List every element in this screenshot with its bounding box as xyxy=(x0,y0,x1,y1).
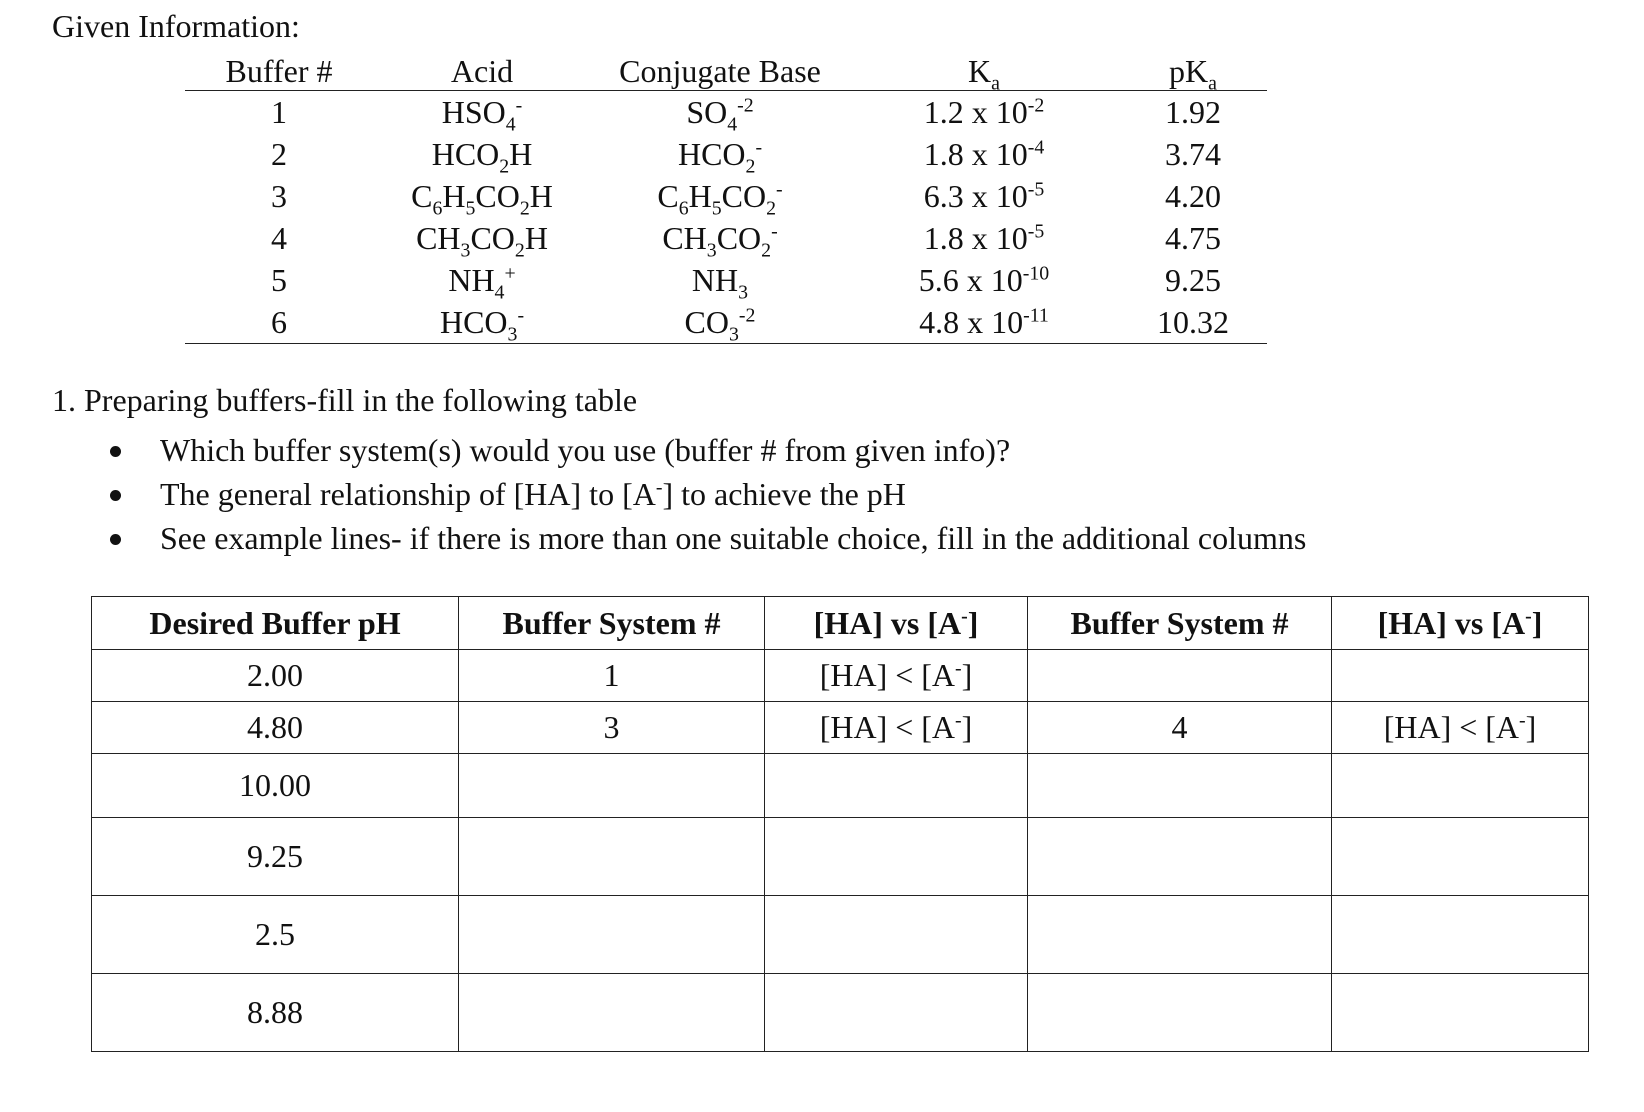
relation-text: ] xyxy=(961,709,973,745)
given-table-header-row xyxy=(185,50,1267,91)
ka-sup: -4 xyxy=(1027,136,1045,159)
ka-value xyxy=(849,301,1119,344)
desired-ph-cell: 8.88 xyxy=(92,974,459,1052)
desired-ph-cell: 10.00 xyxy=(92,754,459,818)
buffer-system-cell-1[interactable] xyxy=(459,974,765,1052)
buffer-preparation-table xyxy=(91,596,1589,1052)
relation-sup: - xyxy=(955,657,962,680)
relation-sup: - xyxy=(1519,709,1526,732)
instruction-text: ] to achieve the pH xyxy=(662,476,906,512)
base-sub: 4 xyxy=(727,113,738,136)
base-sub: 6 xyxy=(678,197,689,220)
base-sub: 2 xyxy=(766,197,777,220)
instruction-item xyxy=(100,472,1306,516)
conjugate-base-formula xyxy=(591,133,849,178)
header-buffer-system-2 xyxy=(1028,597,1332,650)
acid-text: H xyxy=(442,178,466,214)
header-ka-sub: a xyxy=(991,72,1000,95)
ka-sup: -10 xyxy=(1022,262,1050,285)
header-buffer-system-1 xyxy=(459,597,765,650)
header-ka-main: K xyxy=(968,53,992,89)
header-ka xyxy=(849,50,1119,95)
given-table-row xyxy=(185,175,1267,217)
given-information-table xyxy=(185,50,1267,344)
bullet-dot-icon xyxy=(110,446,121,457)
acid-sub: 4 xyxy=(494,281,505,304)
pka-value: 3.74 xyxy=(1165,136,1221,172)
buffer-system-cell-2[interactable] xyxy=(1028,974,1332,1052)
desired-ph-cell: 9.25 xyxy=(92,818,459,896)
buffer-number: 2 xyxy=(271,136,287,172)
base-sub: 2 xyxy=(761,239,772,262)
acid-formula xyxy=(373,259,591,304)
ka-sup: -5 xyxy=(1027,220,1045,243)
given-table-row xyxy=(185,259,1267,301)
relation-cell-2[interactable] xyxy=(1332,896,1589,974)
relation-cell-2[interactable] xyxy=(1332,818,1589,896)
relation-text: ] xyxy=(1525,709,1537,745)
instruction-text: Which buffer system(s) would you use (buffer # from given info)? xyxy=(160,432,1011,468)
base-sup: - xyxy=(776,178,783,201)
header-text: ] xyxy=(967,604,979,641)
buffer-system-cell-1[interactable] xyxy=(459,896,765,974)
pka-value: 1.92 xyxy=(1165,94,1221,130)
acid-sub: 3 xyxy=(507,323,518,346)
base-text: CO xyxy=(684,304,729,340)
relation-text: [HA] < [A xyxy=(1383,709,1520,745)
acid-sub: 3 xyxy=(460,239,471,262)
acid-text: H xyxy=(524,220,548,256)
conjugate-base-formula xyxy=(591,91,849,134)
header-sup: - xyxy=(961,604,968,627)
base-text: C xyxy=(657,178,679,214)
buffer-system-cell-1[interactable]: 3 xyxy=(459,702,765,754)
pka-value: 10.32 xyxy=(1119,301,1267,344)
prep-table-row xyxy=(92,650,1589,702)
base-sub: 3 xyxy=(738,281,749,304)
relation-cell-1[interactable] xyxy=(765,702,1028,754)
conjugate-base-formula xyxy=(591,175,849,220)
ka-value xyxy=(849,133,1119,175)
given-table-row xyxy=(185,133,1267,175)
ka-text: 5.6 x 10 xyxy=(918,262,1023,298)
buffer-system-cell-2[interactable] xyxy=(1028,818,1332,896)
acid-formula xyxy=(373,301,591,344)
header-text: Desired Buffer pH xyxy=(149,604,401,641)
ka-text: 1.8 x 10 xyxy=(923,220,1028,256)
desired-ph-cell: 2.00 xyxy=(92,650,459,702)
desired-ph-cell: 4.80 xyxy=(92,702,459,754)
buffer-system-cell-2[interactable] xyxy=(1028,896,1332,974)
header-pka-main: pK xyxy=(1169,53,1209,89)
buffer-system-cell-2[interactable] xyxy=(1028,754,1332,818)
acid-text: CH xyxy=(416,220,461,256)
relation-cell-2[interactable] xyxy=(1332,650,1589,702)
header-pka-sub: a xyxy=(1208,72,1217,95)
conjugate-base-formula xyxy=(591,301,849,344)
instruction-item xyxy=(100,428,1306,472)
base-sup: -2 xyxy=(737,94,754,117)
header-desired-ph xyxy=(92,597,459,650)
ka-sup: -5 xyxy=(1027,178,1045,201)
acid-sub: 5 xyxy=(465,197,476,220)
acid-text: C xyxy=(411,178,433,214)
relation-cell-2[interactable] xyxy=(1332,754,1589,818)
header-text: [HA] vs [A xyxy=(1377,604,1526,641)
prep-table-row xyxy=(92,754,1589,818)
pka-value: 4.20 xyxy=(1165,178,1221,214)
ka-text: 1.8 x 10 xyxy=(923,136,1028,172)
header-acid: Acid xyxy=(373,50,591,91)
given-information-heading: Given Information: xyxy=(52,8,300,44)
buffer-system-cell-1[interactable] xyxy=(459,818,765,896)
acid-text: HCO xyxy=(439,304,508,340)
acid-text: CO xyxy=(475,178,520,214)
base-text: CO xyxy=(721,178,767,214)
base-sub: 5 xyxy=(711,197,722,220)
ka-text: 4.8 x 10 xyxy=(919,304,1024,340)
base-sup: - xyxy=(755,136,763,159)
ka-sup: -11 xyxy=(1023,304,1049,327)
base-sub: 3 xyxy=(706,239,717,262)
base-sup: - xyxy=(771,220,778,243)
given-table-row xyxy=(185,301,1267,344)
acid-sub: 4 xyxy=(505,113,516,136)
acid-formula xyxy=(373,91,591,134)
prep-table-row xyxy=(92,818,1589,896)
buffer-number: 3 xyxy=(271,178,287,214)
instruction-list xyxy=(100,428,1306,560)
ka-value xyxy=(849,91,1119,134)
base-text: H xyxy=(688,178,712,214)
ka-value xyxy=(849,259,1119,301)
header-ha-vs-a-1 xyxy=(765,597,1028,650)
base-text: CH xyxy=(662,220,707,256)
buffer-system-cell-2[interactable]: 4 xyxy=(1028,702,1332,754)
acid-sub: 6 xyxy=(432,197,443,220)
relation-cell-2[interactable] xyxy=(1332,702,1589,754)
buffer-system-cell-1[interactable]: 1 xyxy=(459,650,765,702)
acid-text: CO xyxy=(470,220,515,256)
header-text: Buffer System # xyxy=(1070,604,1289,641)
base-text: NH xyxy=(691,262,739,298)
acid-sub: 2 xyxy=(514,239,525,262)
relation-text: ] xyxy=(961,657,973,693)
instruction-text: The general relationship of [HA] to [A xyxy=(160,476,656,512)
buffer-number: 4 xyxy=(271,220,287,256)
buffer-number: 1 xyxy=(271,94,287,130)
instruction-text: See example lines- if there is more than one suitable choice, fill in the additional columns xyxy=(160,520,1307,556)
base-sub: 3 xyxy=(729,323,739,346)
pka-value: 9.25 xyxy=(1165,262,1221,298)
ka-sup: -2 xyxy=(1027,94,1045,117)
relation-sup: - xyxy=(955,709,962,732)
instruction-item xyxy=(100,516,1306,560)
header-conjugate-base: Conjugate Base xyxy=(591,50,849,91)
prep-table-row xyxy=(92,974,1589,1052)
relation-cell-1[interactable] xyxy=(765,754,1028,818)
buffer-number: 6 xyxy=(185,301,373,344)
buffer-number: 5 xyxy=(271,262,287,298)
acid-text: HSO xyxy=(441,94,506,130)
instruction-sup: - xyxy=(655,476,663,499)
relation-cell-1[interactable] xyxy=(765,818,1028,896)
header-buffer-number: Buffer # xyxy=(185,50,373,91)
relation-cell-1[interactable] xyxy=(765,974,1028,1052)
acid-formula xyxy=(373,133,591,178)
given-table-row xyxy=(185,217,1267,259)
conjugate-base-formula xyxy=(591,259,849,304)
header-ha-vs-a-2 xyxy=(1332,597,1589,650)
acid-text: HCO xyxy=(431,136,500,172)
buffer-system-cell-2[interactable] xyxy=(1028,650,1332,702)
question-title: 1. Preparing buffers-fill in the following table xyxy=(52,382,638,418)
header-sup: - xyxy=(1525,604,1532,627)
acid-formula xyxy=(373,217,591,262)
acid-sup: - xyxy=(515,94,523,117)
acid-sub: 2 xyxy=(519,197,530,220)
ka-text: 6.3 x 10 xyxy=(923,178,1028,214)
relation-text: [HA] < [A xyxy=(819,709,956,745)
ka-value xyxy=(849,217,1119,259)
header-text: [HA] vs [A xyxy=(813,604,962,641)
ka-value xyxy=(849,175,1119,217)
base-text: CO xyxy=(716,220,762,256)
bullet-dot-icon xyxy=(110,534,121,545)
given-table-body xyxy=(185,91,1267,344)
header-text: ] xyxy=(1531,604,1543,641)
ka-text: 1.2 x 10 xyxy=(923,94,1028,130)
header-pka xyxy=(1119,50,1267,95)
acid-text: H xyxy=(529,178,553,214)
prep-table-header-row xyxy=(92,597,1589,650)
bullet-dot-icon xyxy=(110,490,121,501)
pka-value: 4.75 xyxy=(1165,220,1221,256)
acid-text: NH xyxy=(448,262,495,298)
relation-cell-1[interactable] xyxy=(765,896,1028,974)
acid-text: H xyxy=(509,136,533,172)
given-table-row xyxy=(185,91,1267,134)
relation-cell-1[interactable] xyxy=(765,650,1028,702)
prep-table-row xyxy=(92,896,1589,974)
base-text: SO xyxy=(686,94,728,130)
base-sup: -2 xyxy=(738,304,756,327)
desired-ph-cell: 2.5 xyxy=(92,896,459,974)
conjugate-base-formula xyxy=(591,217,849,262)
base-sub: 2 xyxy=(745,155,756,178)
buffer-system-cell-1[interactable] xyxy=(459,754,765,818)
prep-table-body xyxy=(92,650,1589,1052)
header-text: Buffer System # xyxy=(502,604,721,641)
acid-sup: - xyxy=(517,304,525,327)
acid-sup: + xyxy=(504,262,516,285)
acid-sub: 2 xyxy=(499,155,510,178)
relation-text: [HA] < [A xyxy=(819,657,956,693)
base-text: HCO xyxy=(677,136,746,172)
acid-formula xyxy=(373,175,591,220)
relation-cell-2[interactable] xyxy=(1332,974,1589,1052)
prep-table-row xyxy=(92,702,1589,754)
